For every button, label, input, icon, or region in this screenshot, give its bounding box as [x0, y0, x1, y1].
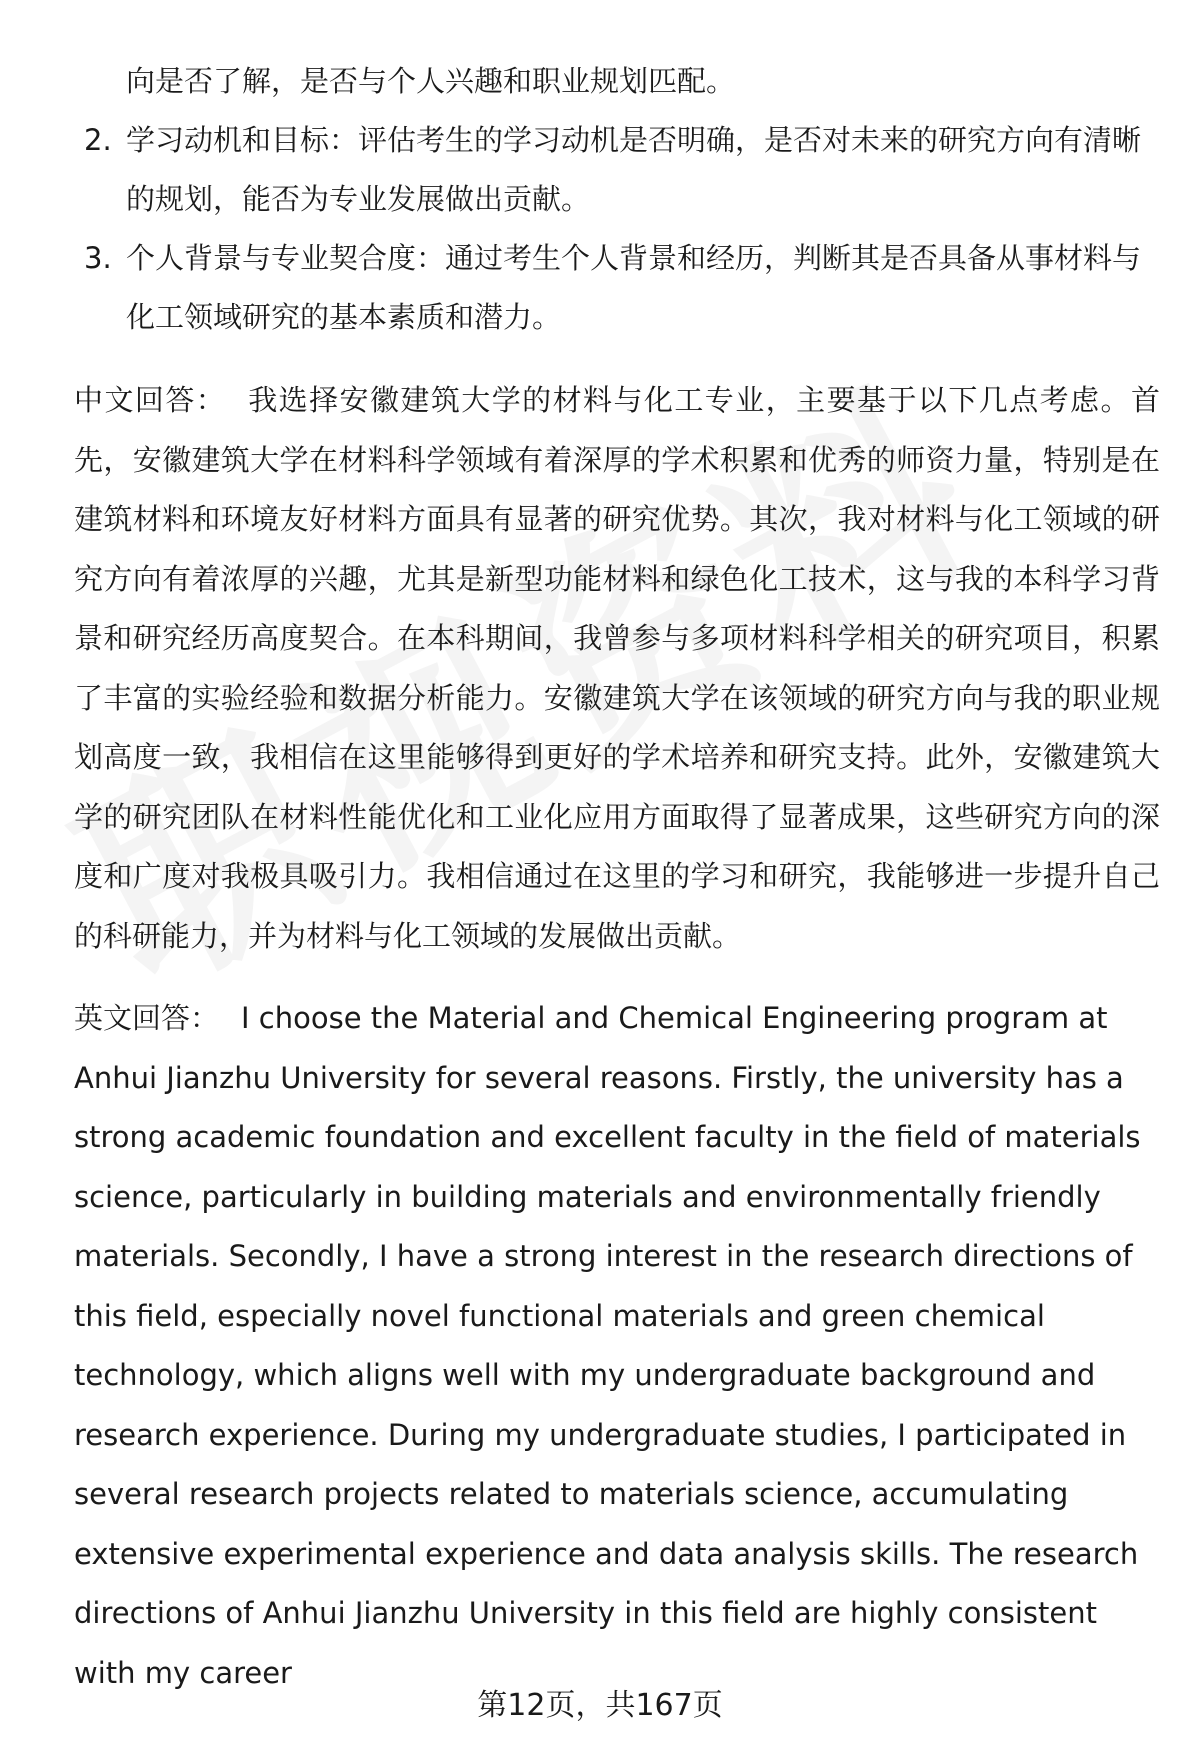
chinese-answer-text: 我选择安徽建筑大学的材料与化工专业，主要基于以下几点考虑。首先，安徽建筑大学在材料科学领域有着深厚的学术积累和优秀的师资力量，特别是在建筑材料和环境友好材料方面具有显著的研究优势。其次，我对材料与化工领域的研究方向有着浓厚的兴趣，尤其是新型功能材料和绿色化工技术，这与我的本科学习背景和研究经历高度契合。在本科期间，我曾参与多项材料科学相关的研究项目，积累了丰富的实验经验和数据分析能力。安徽建筑大学在该领域的研究方向与我的职业规划高度一致，我相信在这里能够得到更好的学术培养和研究支持。此外，安徽建筑大学的研究团队在材料性能优化和工业化应用方面取得了显著成果，这些研究方向的深度和广度对我极具吸引力。我相信通过在这里的学习和研究，我能够进一步提升自己的科研能力，并为材料与化工领域的发展做出贡献。 — [74, 383, 1160, 953]
english-answer-text: I choose the Material and Chemical Engineering program at Anhui Jianzhu University for several reasons. Firstly, the university has a strong academic foundation and excellent faculty in the field of materials science, particularly in building materials and environmentally friendly materials. Secondly, I have a strong interest in the research directions of this field, especially novel functional materials and green chemical technology, which aligns well with my undergraduate background and research experience. During my undergraduate studies, I participated in several research projects related to materials science, accumulating extensive experimental experience and data analysis skills. The research directions of Anhui Jianzhu University in this field are highly consistent with my career — [74, 1001, 1141, 1690]
list-item-number: 3. — [84, 241, 112, 275]
page-number: 第12页，共167页 — [477, 1688, 723, 1723]
chinese-answer-label: 中文回答： — [74, 383, 227, 417]
criteria-continuation: 向是否了解，是否与个人兴趣和职业规划匹配。 — [126, 64, 736, 98]
page-content — [74, 52, 1160, 1703]
list-item-text: 学习动机和目标：评估考生的学习动机是否明确，是否对未来的研究方向有清晰的规划，能否为专业发展做出贡献。 — [126, 123, 1142, 216]
chinese-answer — [74, 371, 1160, 966]
page-footer — [0, 1680, 1200, 1724]
criteria-list — [74, 111, 1160, 347]
list-item — [74, 229, 1160, 347]
list-item-number: 2. — [84, 123, 112, 157]
list-item-text: 个人背景与专业契合度：通过考生个人背景和经历，判断其是否具备从事材料与化工领域研究的基本素质和潜力。 — [126, 241, 1142, 334]
english-answer-label: 英文回答： — [74, 1001, 220, 1035]
english-answer — [74, 989, 1160, 1703]
list-item — [74, 111, 1160, 229]
